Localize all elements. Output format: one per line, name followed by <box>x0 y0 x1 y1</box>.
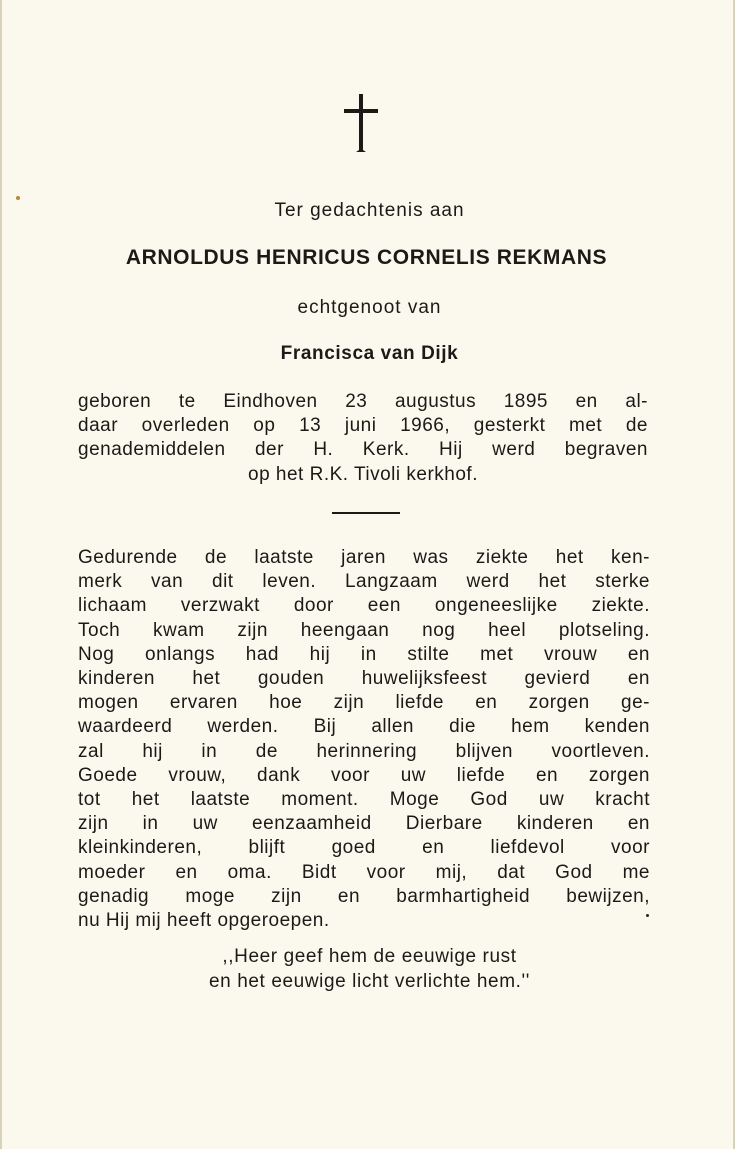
text-line: waardeerd werden. Bij allen die hem kenden <box>78 716 650 738</box>
text-line: geboren te Eindhoven 23 augustus 1895 en al- <box>78 391 648 412</box>
text-line: daar overleden op 13 juni 1966, gesterkt met de <box>78 415 648 437</box>
text-line: genademiddelen der H. Kerk. Hij werd begraven <box>78 439 648 461</box>
text-line: zal hij in de herinnering blijven voortleven. <box>78 740 650 762</box>
text-line: kinderen het gouden huwelijksfeest gevierd en <box>78 668 650 690</box>
text-line: tot het laatste moment. Moge God uw kracht <box>78 789 650 811</box>
paper-speck <box>16 196 20 200</box>
paper-speck <box>646 914 649 917</box>
memorial-intro: Ter gedachtenis aan <box>274 200 465 221</box>
cross-icon <box>340 92 382 154</box>
text-line: Nog onlangs had hij in stilte met vrouw en <box>78 643 650 665</box>
text-line: zijn in uw eenzaamheid Dierbare kinderen en <box>78 813 650 835</box>
spouse-label: echtgenoot van <box>297 297 442 318</box>
text-line: op het R.K. Tivoli kerkhof. <box>248 463 478 485</box>
text-line: Goede vrouw, dank voor uw liefde en zorgen <box>78 764 650 786</box>
prayer-quote <box>2 944 735 994</box>
spouse-name: Francisca van Dijk <box>280 343 459 364</box>
text-line: Toch kwam zijn heengaan nog heel plotseling. <box>78 619 650 641</box>
biography-paragraph <box>78 546 650 933</box>
text-line: lichaam verzwakt door een ongeneeslijke ziekte. <box>78 595 650 617</box>
deceased-name: ARNOLDUS HENRICUS CORNELIS REKMANS <box>125 246 608 269</box>
text-line: genadig moge zijn en barmhartigheid bewijzen, <box>78 885 650 907</box>
divider <box>332 512 400 514</box>
text-line: nu Hij mij heeft opgeroepen. <box>78 910 330 932</box>
birth-death-paragraph <box>78 390 648 487</box>
text-line: mogen ervaren hoe zijn liefde en zorgen ge- <box>78 692 650 714</box>
text-line: moeder en oma. Bidt voor mij, dat God me <box>78 861 650 883</box>
text-line: kleinkinderen, blijft goed en liefdevol voor <box>78 837 650 859</box>
prayer-line: en het eeuwige licht verlichte hem.'' <box>209 971 530 992</box>
text-line: Gedurende de laatste jaren was ziekte het ken- <box>78 547 650 568</box>
prayer-line: ,,Heer geef hem de eeuwige rust <box>222 946 517 967</box>
text-line: merk van dit leven. Langzaam werd het sterke <box>78 571 650 593</box>
